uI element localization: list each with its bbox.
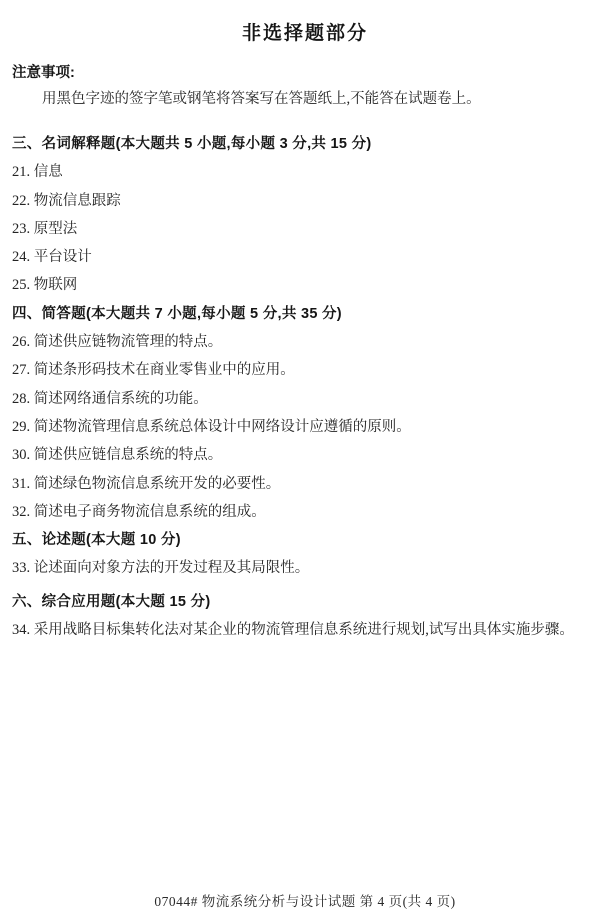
question-32: 32. 简述电子商务物流信息系统的组成。	[12, 503, 266, 520]
section-heading-4: 四、简答题(本大题共 7 小题,每小题 5 分,共 35 分)	[12, 305, 342, 322]
question-25: 25. 物联网	[12, 277, 78, 294]
question-24: 24. 平台设计	[12, 249, 92, 266]
notice-label: 注意事项:	[12, 65, 75, 81]
question-23: 23. 原型法	[12, 220, 78, 237]
section-heading-3: 三、名词解释题(本大题共 5 小题,每小题 3 分,共 15 分)	[12, 136, 372, 152]
notice-text: 用黑色字迹的签字笔或钢笔将答案写在答题纸上,不能答在试题卷上。	[42, 91, 481, 107]
question-22: 22. 物流信息跟踪	[12, 192, 121, 209]
question-29: 29. 简述物流管理信息系统总体设计中网络设计应遵循的原则。	[12, 418, 411, 435]
page-footer: 07044# 物流系统分析与设计试题 第 4 页(共 4 页)	[154, 894, 456, 909]
page-title: 非选择题部分	[241, 23, 368, 44]
question-26: 26. 简述供应链物流管理的特点。	[12, 334, 223, 351]
question-34: 34. 采用战略目标集转化法对某企业的物流管理信息系统进行规划,试写出具体实施步骤。	[12, 622, 574, 639]
question-body	[12, 130, 606, 644]
question-28: 28. 简述网络通信系统的功能。	[12, 390, 208, 407]
question-27: 27. 简述条形码技术在商业零售业中的应用。	[12, 362, 295, 379]
section-heading-5: 五、论述题(本大题 10 分)	[12, 532, 181, 549]
question-21: 21. 信息	[12, 164, 63, 181]
question-33: 33. 论述面向对象方法的开发过程及其局限性。	[12, 560, 310, 577]
question-31: 31. 简述绿色物流信息系统开发的必要性。	[12, 475, 281, 492]
question-30: 30. 简述供应链信息系统的特点。	[12, 447, 223, 464]
section-heading-6: 六、综合应用题(本大题 15 分)	[12, 593, 211, 610]
